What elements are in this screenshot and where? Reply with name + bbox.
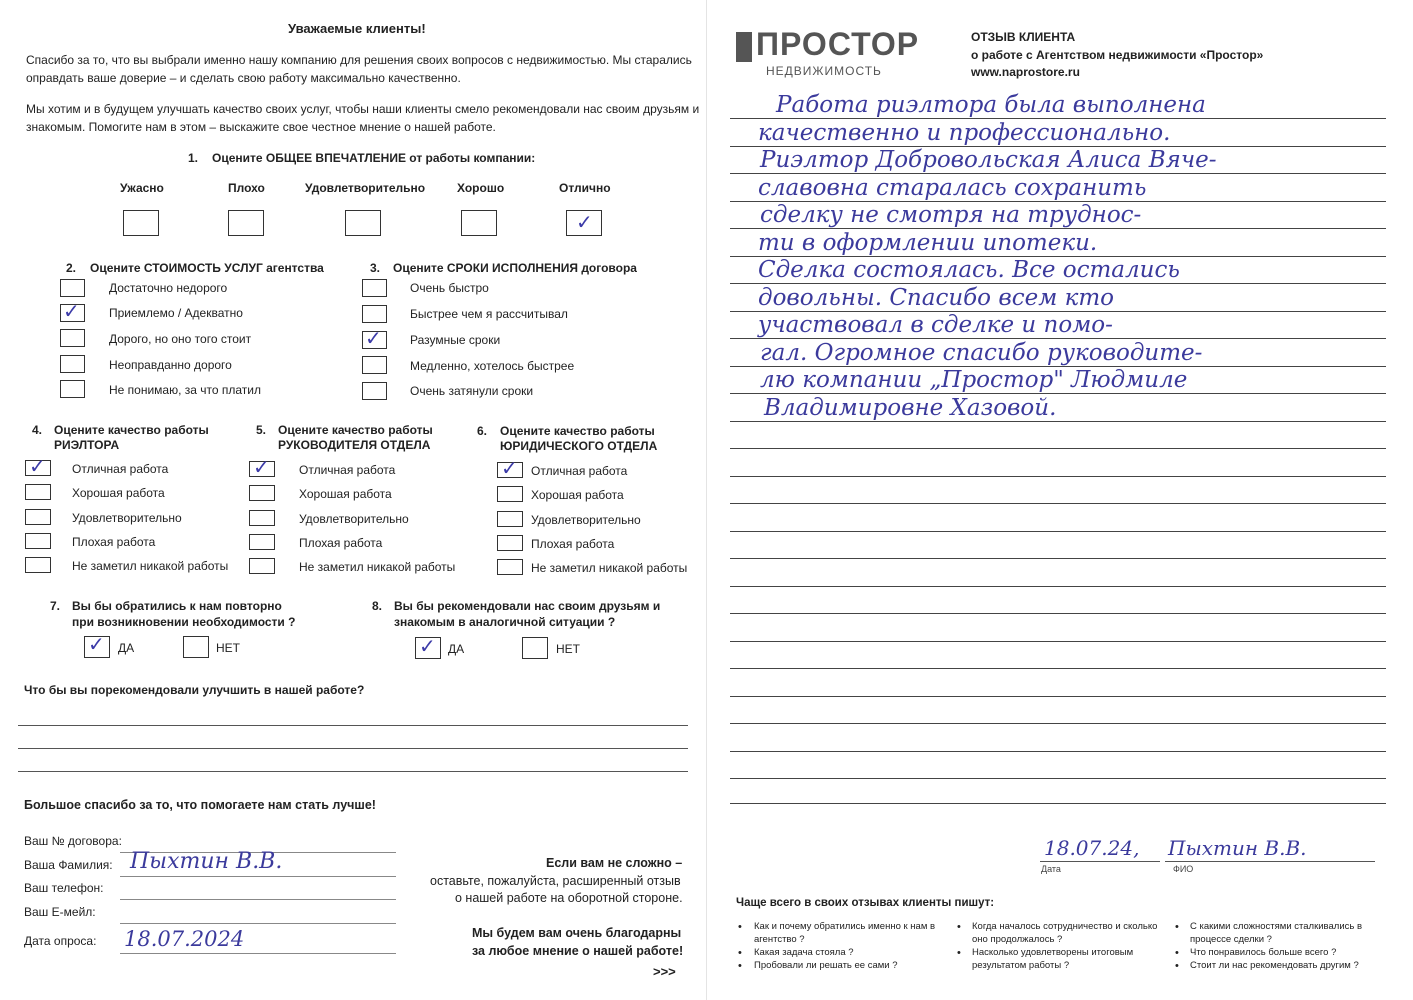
q5-question-line1: Оцените качество работы	[278, 423, 433, 437]
tip-text: оно продолжалось ?	[972, 934, 1063, 945]
tip-text: Насколько удовлетворены итоговым	[972, 947, 1134, 958]
q5-checkbox[interactable]	[249, 534, 275, 550]
bullet-icon: •	[738, 947, 742, 959]
q7-question-line1: Вы бы обратились к нам повторно	[72, 599, 282, 613]
review-rule	[730, 228, 1386, 229]
q4-option-label: Не заметил никакой работы	[72, 559, 229, 573]
q7-question-line2: при возникновении необходимости ?	[72, 615, 296, 629]
q2-checkbox[interactable]	[60, 329, 85, 347]
q1-checkbox[interactable]	[123, 210, 159, 236]
q6-option-label: Не заметил никакой работы	[531, 561, 688, 575]
q2-checkbox[interactable]	[60, 355, 85, 373]
checkmark-icon: ✓	[253, 455, 270, 479]
review-rule	[730, 586, 1386, 587]
fio-signature-line[interactable]	[1165, 861, 1375, 862]
q4-option-label: Плохая работа	[72, 535, 156, 549]
q6-number: 6.	[477, 424, 488, 438]
q3-question: Оцените СРОКИ ИСПОЛНЕНИЯ договора	[393, 261, 637, 275]
q3-checkbox[interactable]	[362, 279, 387, 297]
surname-value: Пыхтин В.В.	[130, 849, 283, 874]
surname-field[interactable]	[120, 876, 396, 877]
q6-checkbox[interactable]	[497, 511, 523, 527]
q4-question-line2: РИЭЛТОРА	[54, 438, 120, 452]
checkmark-icon: ✓	[63, 299, 80, 323]
signature-date: 18.07.24,	[1044, 836, 1140, 860]
review-rule	[730, 778, 1386, 779]
q5-option-label: Удовлетворительно	[299, 512, 409, 526]
q3-option-label: Очень быстро	[410, 281, 489, 295]
q6-option-label: Удовлетворительно	[531, 513, 641, 527]
tip-text: агентство ?	[754, 934, 805, 945]
email-field[interactable]	[120, 923, 396, 924]
review-rule	[730, 421, 1386, 422]
q4-option-label: Отличная работа	[72, 462, 169, 476]
q7-no-checkbox[interactable]	[183, 636, 209, 658]
q7-no-label: НЕТ	[216, 641, 240, 655]
q4-checkbox[interactable]	[25, 484, 51, 500]
tip-text: Когда началось сотрудничество и сколько	[972, 921, 1158, 932]
bullet-icon: •	[1175, 960, 1179, 972]
q6-checkbox[interactable]	[497, 535, 523, 551]
checkmark-icon: ✓	[419, 634, 436, 658]
q6-question-line1: Оцените качество работы	[500, 424, 655, 438]
tip-text: результатом работы ?	[972, 960, 1070, 971]
tip-text: Стоит ли нас рекомендовать другим ?	[1190, 960, 1359, 971]
phone-field[interactable]	[120, 899, 396, 900]
q3-option-label: Разумные сроки	[410, 333, 501, 347]
review-header-subtitle: о работе с Агентством недвижимости «Простор»	[971, 48, 1264, 62]
date-caption: Дата	[1041, 864, 1061, 874]
phone-label: Ваш телефон:	[24, 881, 104, 895]
page-divider	[706, 0, 707, 1000]
checkmark-icon: ✓	[576, 210, 593, 234]
bullet-icon: •	[957, 921, 961, 933]
q4-question-line1: Оцените качество работы	[54, 423, 209, 437]
q7-yes-label: ДА	[118, 641, 135, 655]
review-rule	[730, 118, 1386, 119]
tip-text: Пробовали ли решать ее сами ?	[754, 960, 898, 971]
review-text-line: Работа риэлтора была выполнена	[776, 92, 1206, 118]
review-text-line: лю компании „Простор" Людмиле	[760, 367, 1188, 393]
bullet-icon: •	[738, 960, 742, 972]
review-rule	[730, 751, 1386, 752]
q5-checkbox[interactable]	[249, 485, 275, 501]
cta-line5: за любое мнение о нашей работе!	[472, 944, 684, 958]
survey-date-value: 18.07.2024	[124, 927, 245, 951]
q5-option-label: Хорошая работа	[299, 487, 392, 501]
q4-option-label: Удовлетворительно	[72, 511, 182, 525]
review-rule	[730, 558, 1386, 559]
signature-name: Пыхтин В.В.	[1168, 836, 1307, 860]
review-rule	[730, 641, 1386, 642]
q2-option-label: Неоправданно дорого	[109, 358, 232, 372]
q2-option-label: Достаточно недорого	[109, 281, 228, 295]
q4-checkbox[interactable]	[25, 557, 51, 573]
review-rule	[730, 803, 1386, 804]
q6-question-line2: ЮРИДИЧЕСКОГО ОТДЕЛА	[500, 439, 658, 453]
logo-main: ПРОСТОР	[756, 26, 920, 62]
q2-option-label: Не понимаю, за что платил	[109, 383, 262, 397]
answer-line[interactable]	[18, 725, 688, 726]
bullet-icon: •	[1175, 921, 1179, 933]
intro-text-line2: оправдать ваше доверие – и сделать свою работу максимально качественно.	[26, 71, 461, 85]
q1-option-label: Удовлетворительно	[305, 181, 426, 195]
q6-checkbox[interactable]	[497, 486, 523, 502]
q4-checkbox[interactable]	[25, 509, 51, 525]
date-label: Дата опроса:	[24, 934, 97, 948]
website-link[interactable]: www.naprostore.ru	[971, 65, 1080, 79]
review-rule	[730, 668, 1386, 669]
cta-line3: о нашей работе на оборотной стороне.	[455, 891, 683, 905]
checkmark-icon: ✓	[365, 326, 382, 350]
review-rule	[730, 283, 1386, 284]
contract-label: Ваш № договора:	[24, 834, 122, 848]
q5-number: 5.	[256, 423, 267, 437]
q8-no-label: НЕТ	[556, 642, 580, 656]
q3-option-label: Быстрее чем я рассчитывал	[410, 307, 568, 321]
arrows-icon: >>>	[653, 964, 676, 979]
page-title: Уважаемые клиенты!	[288, 21, 426, 36]
q6-option-label: Хорошая работа	[531, 488, 624, 502]
q2-option-label: Дорого, но оно того стоит	[109, 332, 252, 346]
q8-question-line1: Вы бы рекомендовали нас своим друзьям и	[394, 599, 661, 613]
q2-number: 2.	[66, 261, 77, 275]
q4-option-label: Хорошая работа	[72, 486, 165, 500]
q3-option-label: Медленно, хотелось быстрее	[410, 359, 575, 373]
thanks-text: Большое спасибо за то, что помогаете нам стать лучше!	[24, 798, 376, 812]
q8-question-line2: знакомым в аналогичной ситуации ?	[394, 615, 616, 629]
q5-option-label: Отличная работа	[299, 463, 396, 477]
q1-number: 1.	[188, 151, 199, 165]
tip-text: Что понравилось больше всего ?	[1190, 947, 1337, 958]
tip-text: С какими сложностями сталкивались в	[1190, 921, 1363, 932]
q3-checkbox[interactable]	[362, 305, 387, 323]
review-rule	[730, 173, 1386, 174]
q2-checkbox[interactable]	[60, 380, 85, 398]
review-rule	[730, 723, 1386, 724]
bullet-icon: •	[738, 921, 742, 933]
q2-checkbox[interactable]	[60, 279, 85, 297]
q2-question: Оцените СТОИМОСТЬ УСЛУГ агентства	[90, 261, 324, 275]
q6-option-label: Плохая работа	[531, 537, 615, 551]
answer-line[interactable]	[18, 771, 688, 772]
q3-number: 3.	[370, 261, 381, 275]
q1-option-label: Отлично	[559, 181, 611, 195]
email-label: Ваш E-мейл:	[24, 905, 96, 919]
q1-question: Оцените ОБЩЕЕ ВПЕЧАТЛЕНИЕ от работы компании:	[212, 151, 536, 165]
review-text-line: качественно и профессионально.	[758, 120, 1171, 146]
q5-checkbox[interactable]	[249, 510, 275, 526]
q5-question-line2: РУКОВОДИТЕЛЯ ОТДЕЛА	[278, 438, 431, 452]
q6-option-label: Отличная работа	[531, 464, 628, 478]
q3-checkbox[interactable]	[362, 382, 387, 400]
q1-checkbox[interactable]	[228, 210, 264, 236]
surname-label: Ваша Фамилия:	[24, 858, 113, 872]
review-text-line: участвовал в сделке и помо-	[758, 312, 1113, 338]
cta-line1: Если вам не сложно –	[546, 856, 683, 870]
review-text-line: Сделка состоялась. Все остались	[758, 257, 1180, 283]
review-text-line: сделку не смотря на труднос-	[760, 202, 1142, 228]
q4-checkbox[interactable]	[25, 533, 51, 549]
bullet-icon: •	[1175, 947, 1179, 959]
review-rule	[730, 531, 1386, 532]
tip-text: Какая задача стояла ?	[754, 947, 854, 958]
q3-option-label: Очень затянули сроки	[410, 384, 534, 398]
review-rule	[730, 696, 1386, 697]
q5-option-label: Не заметил никакой работы	[299, 560, 456, 574]
cta-line4: Мы будем вам очень благодарны	[472, 926, 682, 940]
review-rule	[730, 503, 1386, 504]
q8-yes-label: ДА	[448, 642, 465, 656]
review-rule	[730, 338, 1386, 339]
q4-number: 4.	[32, 423, 43, 437]
q2-option-label: Приемлемо / Адекватно	[109, 306, 243, 320]
fio-caption: ФИО	[1173, 864, 1194, 874]
checkmark-icon: ✓	[88, 632, 105, 656]
review-rule	[730, 393, 1386, 394]
review-text-line: гал. Огромное спасибо руководите-	[760, 340, 1203, 366]
q3-checkbox[interactable]	[362, 356, 387, 374]
review-text-line: ти в оформлении ипотеки.	[758, 230, 1098, 256]
review-rule	[730, 448, 1386, 449]
tip-text: процессе сделки ?	[1190, 934, 1272, 945]
intro-text-line4: знакомым. Помогите нам в этом – выскажите свое честное мнение о нашей работе.	[26, 120, 496, 134]
tip-text: Как и почему обратились именно к нам в	[754, 921, 936, 932]
review-rule	[730, 613, 1386, 614]
q8-number: 8.	[372, 599, 383, 613]
checkmark-icon: ✓	[501, 456, 518, 480]
q5-checkbox[interactable]	[249, 558, 275, 574]
q1-option-label: Хорошо	[457, 181, 505, 195]
q1-option-label: Ужасно	[120, 181, 164, 195]
q8-no-checkbox[interactable]	[522, 637, 548, 659]
checkmark-icon: ✓	[29, 454, 46, 478]
q1-checkbox[interactable]	[345, 210, 381, 236]
intro-text-line1: Спасибо за то, что вы выбрали именно нашу компанию для решения своих вопросов с недвижимостью. Мы старались	[26, 53, 692, 67]
intro-text-line3: Мы хотим и в будущем улучшать качество своих услуг, чтобы наши клиенты смело рекомендовали нас своим друзьям и	[26, 102, 700, 116]
review-header-title: ОТЗЫВ КЛИЕНТА	[971, 30, 1076, 44]
logo-subtitle: НЕДВИЖИМОСТЬ	[766, 64, 882, 78]
date-signature-line[interactable]	[1040, 861, 1160, 862]
review-text-line: Владимировне Хазовой.	[764, 395, 1057, 421]
answer-line[interactable]	[18, 748, 688, 749]
tips-title: Чаще всего в своих отзывах клиенты пишут:	[736, 897, 995, 909]
improve-question: Что бы вы порекомендовали улучшить в нашей работе?	[24, 683, 365, 697]
q7-number: 7.	[50, 599, 61, 613]
cta-line2: оставьте, пожалуйста, расширенный отзыв	[430, 874, 681, 888]
q1-option-label: Плохо	[228, 181, 265, 195]
date-field[interactable]	[120, 953, 396, 954]
review-text-line: славовна старалась сохранить	[758, 175, 1147, 201]
review-text-line: довольны. Спасибо всем кто	[758, 285, 1114, 311]
q5-option-label: Плохая работа	[299, 536, 383, 550]
review-text-line: Риэлтор Добровольская Алиса Вяче-	[760, 147, 1217, 173]
logo-mark-icon	[736, 32, 752, 62]
review-rule	[730, 476, 1386, 477]
bullet-icon: •	[957, 947, 961, 959]
q6-checkbox[interactable]	[497, 559, 523, 575]
q1-checkbox[interactable]	[461, 210, 497, 236]
